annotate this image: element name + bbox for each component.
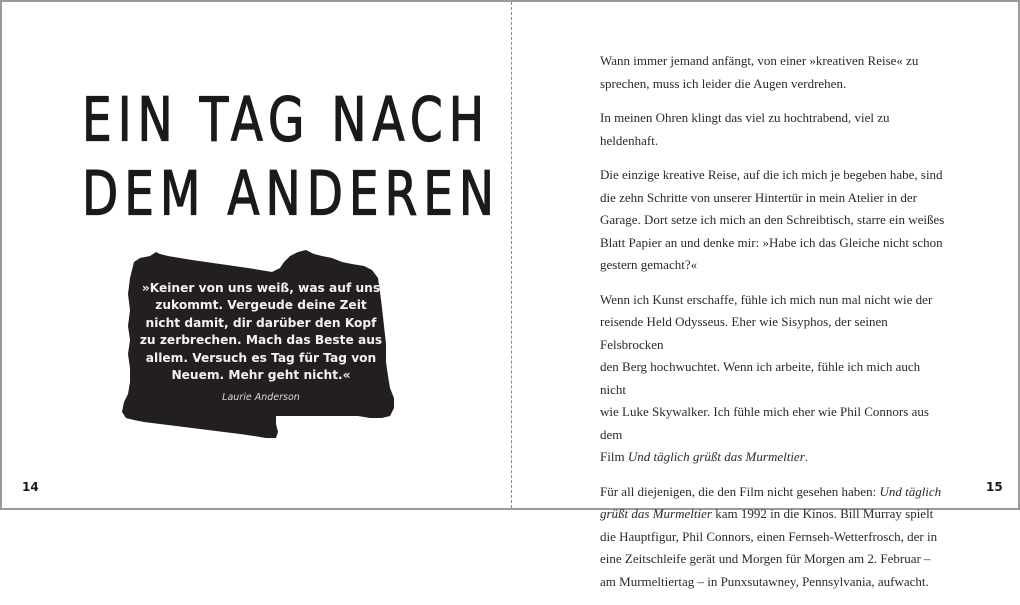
text-line: am Murmeltiertag – in Punxsutawney, Pennsylvania, aufwacht. bbox=[600, 573, 929, 589]
title-line-2: DEM ANDEREN bbox=[82, 159, 501, 230]
text-line: Blatt Papier an und denke mir: »Habe ich das Gleiche nicht schon bbox=[600, 234, 943, 250]
text-line: den Berg hochwuchtet. Wenn ich arbeite, fühle ich mich auch nicht bbox=[600, 359, 921, 397]
text-line: Garage. Dort setze ich mich an den Schreibtisch, starre ein weißes bbox=[600, 212, 945, 227]
title-line-1: EIN TAG NACH bbox=[82, 85, 491, 156]
text-line: Die einzige kreative Reise, auf die ich mich je begeben habe, sind bbox=[600, 167, 943, 182]
quote-line: nicht damit, dir darüber den Kopf bbox=[145, 315, 377, 330]
film-title: grüßt das Murmeltier bbox=[600, 506, 712, 521]
film-title: Und täglich bbox=[879, 483, 942, 499]
text-line: sprechen, muss ich leider die Augen verdrehen. bbox=[600, 75, 847, 91]
text-line: eine Zeitschleife gerät und Morgen für Morgen am 2. Februar – bbox=[600, 551, 931, 566]
text-fragment: Film bbox=[600, 449, 628, 464]
text-line: gestern gemacht?« bbox=[600, 257, 698, 272]
quote-block bbox=[120, 248, 396, 440]
text-fragment: kam 1992 in die Kinos. Bill Murray spielt bbox=[711, 506, 934, 521]
text-line: Wann immer jemand anfängt, von einer »kreativen Reise« zu bbox=[600, 53, 919, 68]
left-page bbox=[2, 2, 512, 508]
text-line: Wenn ich Kunst erschaffe, fühle ich mich nun mal nicht wie der bbox=[600, 291, 933, 307]
text-fragment: . bbox=[804, 449, 809, 464]
text-line: die zehn Schritte von unserer Hintertür in mein Atelier in der bbox=[600, 189, 917, 205]
paragraph-4 bbox=[600, 289, 948, 469]
quote-text bbox=[136, 280, 386, 384]
body-text bbox=[600, 50, 948, 605]
quote-author: Laurie Anderson bbox=[222, 392, 300, 403]
quote-line: »Keiner von uns weiß, was auf uns bbox=[141, 281, 381, 295]
quote-line: allem. Versuch es Tag für Tag von bbox=[145, 350, 377, 365]
page-title bbox=[82, 84, 501, 232]
page-number-left: 14 bbox=[22, 480, 39, 494]
film-title: Und täglich grüßt das Murmeltier bbox=[627, 449, 805, 464]
text-line: wie Luke Skywalker. Ich fühle mich eher wie Phil Connors aus dem bbox=[600, 404, 929, 442]
paragraph-1 bbox=[600, 50, 948, 95]
quote-line: Neuem. Mehr geht nicht.« bbox=[171, 368, 351, 383]
paragraph-2 bbox=[600, 107, 948, 152]
paragraph-5 bbox=[600, 481, 948, 594]
text-line: reisende Held Odysseus. Eher wie Sisyphos, der seinen Felsbrocken bbox=[600, 314, 888, 352]
text-line: In meinen Ohren klingt das viel zu hochtrabend, viel zu heldenhaft. bbox=[600, 110, 890, 148]
text-fragment: Für all diejenigen, die den Film nicht gesehen haben: bbox=[600, 483, 880, 499]
right-page bbox=[512, 2, 1020, 589]
page-number-right: 15 bbox=[986, 480, 1003, 494]
paragraph-3 bbox=[600, 164, 948, 277]
quote-line: zukommt. Vergeude deine Zeit bbox=[155, 298, 367, 313]
quote-line: zu zerbrechen. Mach das Beste aus bbox=[139, 333, 383, 348]
text-line: die Hauptfigur, Phil Connors, einen Fernseh-Wetterfrosch, der in bbox=[600, 528, 938, 544]
